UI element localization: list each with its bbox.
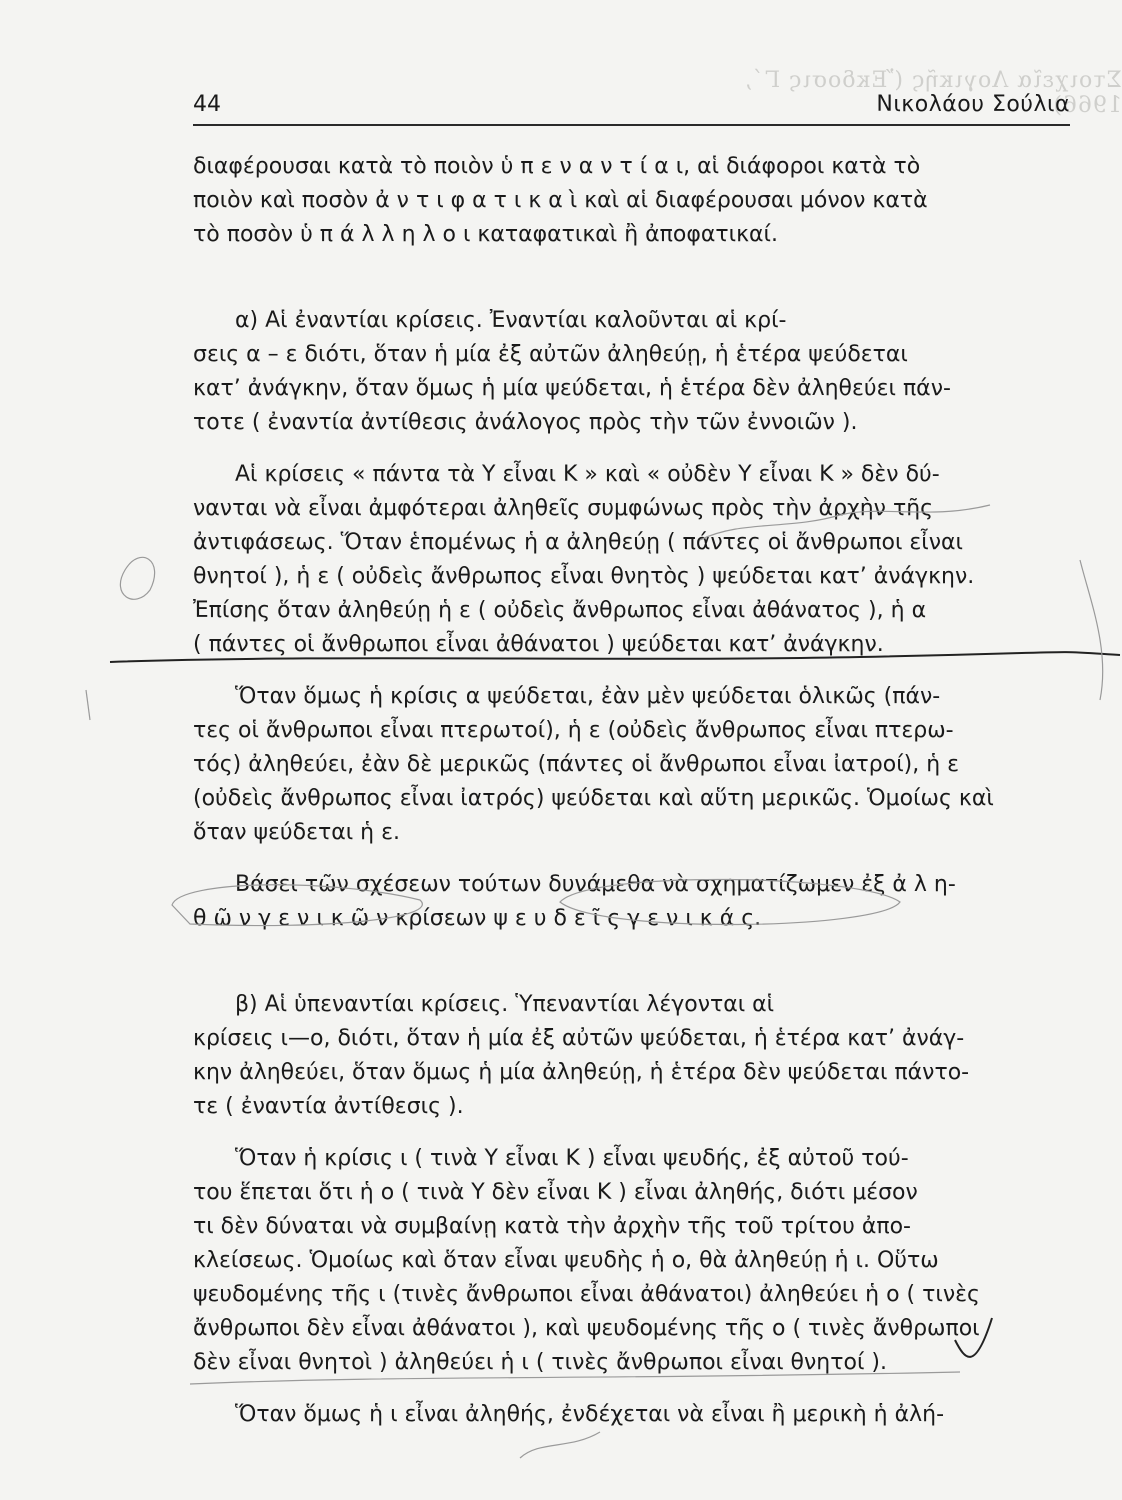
text-line: σεις α – ε διότι, ὅταν ἡ μία ἐξ αὐτῶν ἀληθεύῃ, ἡ ἑτέρα ψεύδεται — [193, 342, 908, 367]
pencil-margin-mark — [1080, 560, 1103, 700]
text-line: κην ἀληθεύει, ὅταν ὅμως ἡ μία ἀληθεύῃ, ἡ ἑτέρα δὲν ψεύδεται πάντο- — [193, 1060, 970, 1085]
text-line: θ ῶ ν γ ε ν ι κ ῶ ν κρίσεων ψ ε υ δ ε ῖ ς γ ε ν ι κ ά ς. — [193, 906, 762, 931]
paragraph-examples — [193, 458, 1070, 662]
pencil-margin-mark — [120, 557, 154, 599]
text-line: ποιὸν καὶ ποσὸν ἀ ν τ ι φ α τ ι κ α ὶ καὶ αἱ διαφέρουσαι μόνον κατὰ — [193, 188, 928, 213]
paragraph-contraries — [193, 304, 1070, 440]
paragraph-i-true — [193, 1398, 1070, 1432]
text-line: Ἐπίσης ὅταν ἀληθεύῃ ἡ ε ( οὐδεὶς ἄνθρωπος εἶναι ἀθάνατος ), ἡ α — [193, 598, 927, 623]
text-line: Ὅταν ὅμως ἡ ι εἶναι ἀληθής, ἐνδέχεται νὰ εἶναι ἢ μερικὴ ἡ ἀλή- — [235, 1402, 945, 1427]
text-line: κλείσεως. Ὁμοίως καὶ ὅταν εἶναι ψευδὴς ἡ ο, θὰ ἀληθεύῃ ἡ ι. Οὕτω — [193, 1248, 939, 1273]
text-line: τες οἱ ἄνθρωποι εἶναι πτερωτοί), ἡ ε (οὐδεὶς ἄνθρωπος εἶναι πτερω- — [193, 718, 954, 743]
text-line: Βάσει τῶν σχέσεων τούτων δυνάμεθα νὰ σχηματίζωμεν ἐξ ἀ λ η- — [235, 872, 956, 897]
text-line: τι δὲν δύναται νὰ συμβαίνῃ κατὰ τὴν ἀρχὴν τῆς τοῦ τρίτου ἀπο- — [193, 1214, 911, 1239]
running-head-author: Νικολάου Σούλια — [876, 92, 1070, 117]
text-line: τε ( ἐναντία ἀντίθεσις ). — [193, 1094, 464, 1119]
text-line: ( πάντες οἱ ἄνθρωποι εἶναι ἀθάνατοι ) ψεύδεται κατ’ ἀνάγκην. — [193, 632, 884, 657]
paragraph-subcontraries — [193, 988, 1070, 1124]
pencil-margin-mark — [86, 690, 90, 720]
text-line: ὅταν ψεύδεται ἡ ε. — [193, 820, 400, 845]
paragraph-general — [193, 868, 1070, 936]
pencil-scribble — [520, 1432, 600, 1458]
text-line: τὸ ποσὸν ὑ π ά λ λ η λ ο ι καταφατικαὶ ἢ ἀποφατικαί. — [193, 222, 778, 247]
text-line: θνητοί ), ἡ ε ( οὐδεὶς ἄνθρωπος εἶναι θνητὸς ) ψεύδεται κατ’ ἀνάγκην. — [193, 564, 975, 589]
text-line: δὲν εἶναι θνητοὶ ) ἀληθεύει ἡ ι ( τινὲς ἄνθρωποι εἶναι θνητοί ). — [193, 1350, 887, 1375]
text-line: Ὅταν ἡ κρίσις ι ( τινὰ Υ εἶναι Κ ) εἶναι ψευδής, ἐξ αὐτοῦ τού- — [235, 1146, 909, 1171]
text-line: ἀντιφάσεως. Ὅταν ἑπομένως ἡ α ἀληθεύῃ ( πάντες οἱ ἄνθρωποι εἶναι — [193, 530, 963, 555]
paragraph-1 — [193, 150, 1070, 252]
bleed-through-text: Στοιχεῖα Λογικῆς (Ἔκδοσις Γ΄, 1966) — [743, 68, 1122, 118]
text-line: τός) ἀληθεύει, ἐὰν δὲ μερικῶς (πάντες οἱ ἄνθρωποι εἶναι ἰατροί), ἡ ε — [193, 752, 960, 777]
text-line: του ἕπεται ὅτι ἡ ο ( τινὰ Υ δὲν εἶναι Κ ) εἶναι ἀληθής, διότι μέσον — [193, 1180, 918, 1205]
section-heading-line: α) Αἱ ἐναντίαι κρίσεις. Ἐναντίαι καλοῦνται αἱ κρί- — [235, 308, 787, 333]
text-line: ἄνθρωποι δὲν εἶναι ἀθάνατοι ), καὶ ψευδομένης τῆς ο ( τινὲς ἄνθρωποι — [193, 1316, 980, 1341]
text-line: (οὐδεὶς ἄνθρωπος εἶναι ἰατρός) ψεύδεται καὶ αὕτη μερικῶς. Ὁμοίως καὶ — [193, 786, 994, 811]
page-number: 44 — [193, 92, 221, 117]
page-header — [193, 88, 1070, 126]
text-line: διαφέρουσαι κατὰ τὸ ποιὸν ὑ π ε ν α ν τ ί α ι, αἱ διάφοροι κατὰ τὸ — [193, 154, 921, 179]
text-line: Αἱ κρίσεις « πάντα τὰ Υ εἶναι Κ » καὶ « οὐδὲν Υ εἶναι Κ » δὲν δύ- — [235, 462, 940, 487]
body-text — [193, 150, 1070, 1432]
text-line: ψευδομένης τῆς ι (τινὲς ἄνθρωποι εἶναι ἀθάνατοι) ἀληθεύει ἡ ο ( τινὲς — [193, 1282, 980, 1307]
text-line: τοτε ( ἐναντία ἀντίθεσις ἀνάλογος πρὸς τὴν τῶν ἐννοιῶν ). — [193, 410, 858, 435]
text-line: Ὅταν ὅμως ἡ κρίσις α ψεύδεται, ἐὰν μὲν ψεύδεται ὁλικῶς (πάν- — [235, 684, 941, 709]
section-heading-line: β) Αἱ ὑπεναντίαι κρίσεις. Ὑπεναντίαι λέγονται αἱ — [235, 992, 775, 1017]
paragraph-i-false — [193, 1142, 1070, 1380]
text-line: κατ’ ἀνάγκην, ὅταν ὅμως ἡ μία ψεύδεται, ἡ ἑτέρα δὲν ἀληθεύει πάν- — [193, 376, 951, 401]
text-line: νανται νὰ εἶναι ἀμφότεραι ἀληθεῖς συμφώνως πρὸς τὴν ἀρχὴν τῆς — [193, 496, 934, 521]
text-line: κρίσεις ι—ο, διότι, ὅταν ἡ μία ἐξ αὐτῶν ψεύδεται, ἡ ἑτέρα κατ’ ἀνάγ- — [193, 1026, 965, 1051]
paragraph-false-a — [193, 680, 1070, 850]
